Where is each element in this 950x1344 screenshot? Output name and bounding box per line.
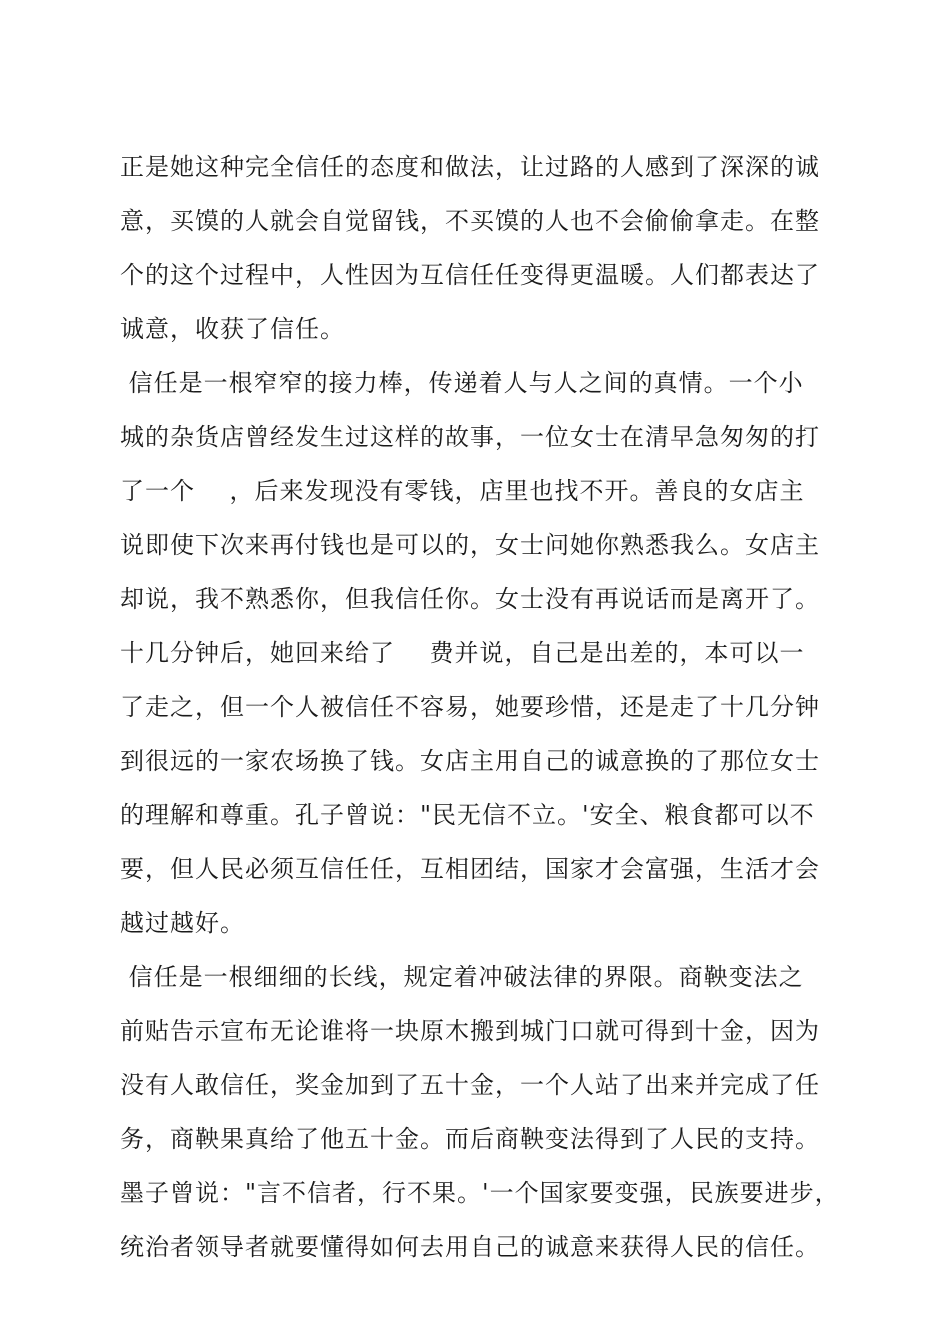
text-line: 务，商鞅果真给了他五十金。而后商鞅变法得到了人民的支持。 bbox=[120, 1125, 820, 1153]
text-line: 意，买馍的人就会自觉留钱，不买馍的人也不会偷偷拿走。在整 bbox=[120, 207, 820, 235]
text-line: 的理解和尊重。孔子曾说："民无信不立。'安全、粮食都可以不 bbox=[120, 801, 815, 829]
text-line: 十几分钟后，她回来给了 费并说，自己是出差的，本可以一 bbox=[120, 639, 805, 667]
text-line: 诚意，收获了信任。 bbox=[120, 315, 345, 343]
text-line: 越过越好。 bbox=[120, 909, 245, 937]
text-line: 到很远的一家农场换了钱。女店主用自己的诚意换的了那位女士 bbox=[120, 747, 820, 775]
text-line: 了一个 ，后来发现没有零钱，店里也找不开。善良的女店主 bbox=[120, 477, 805, 505]
text-line: 要，但人民必须互信任任，互相团结，国家才会富强，生活才会 bbox=[120, 855, 820, 883]
text-line: 正是她这种完全信任的态度和做法，让过路的人感到了深深的诚 bbox=[120, 153, 820, 181]
text-line: 前贴告示宣布无论谁将一块原木搬到城门口就可得到十金，因为 bbox=[120, 1017, 820, 1045]
text-line: 统治者领导者就要懂得如何去用自己的诚意来获得人民的信任。 bbox=[120, 1233, 820, 1261]
text-line: 却说，我不熟悉你，但我信任你。女士没有再说话而是离开了。 bbox=[120, 585, 820, 613]
text-line: 了走之，但一个人被信任不容易，她要珍惜，还是走了十几分钟 bbox=[120, 693, 820, 721]
text-line: 信任是一根窄窄的接力棒，传递着人与人之间的真情。一个小 bbox=[120, 369, 804, 397]
text-line: 城的杂货店曾经发生过这样的故事，一位女士在清早急匆匆的打 bbox=[120, 423, 820, 451]
text-line: 没有人敢信任，奖金加到了五十金，一个人站了出来并完成了任 bbox=[120, 1071, 820, 1099]
text-line: 个的这个过程中，人性因为互信任任变得更温暖。人们都表达了 bbox=[120, 261, 820, 289]
text-line: 墨子曾说："言不信者，行不果。'一个国家要变强，民族要进步， bbox=[120, 1179, 840, 1207]
text-line: 信任是一根细细的长线，规定着冲破法律的界限。商鞅变法之 bbox=[120, 963, 804, 991]
document-body bbox=[120, 140, 840, 1274]
text-line: 说即使下次来再付钱也是可以的，女士问她你熟悉我么。女店主 bbox=[120, 531, 820, 559]
